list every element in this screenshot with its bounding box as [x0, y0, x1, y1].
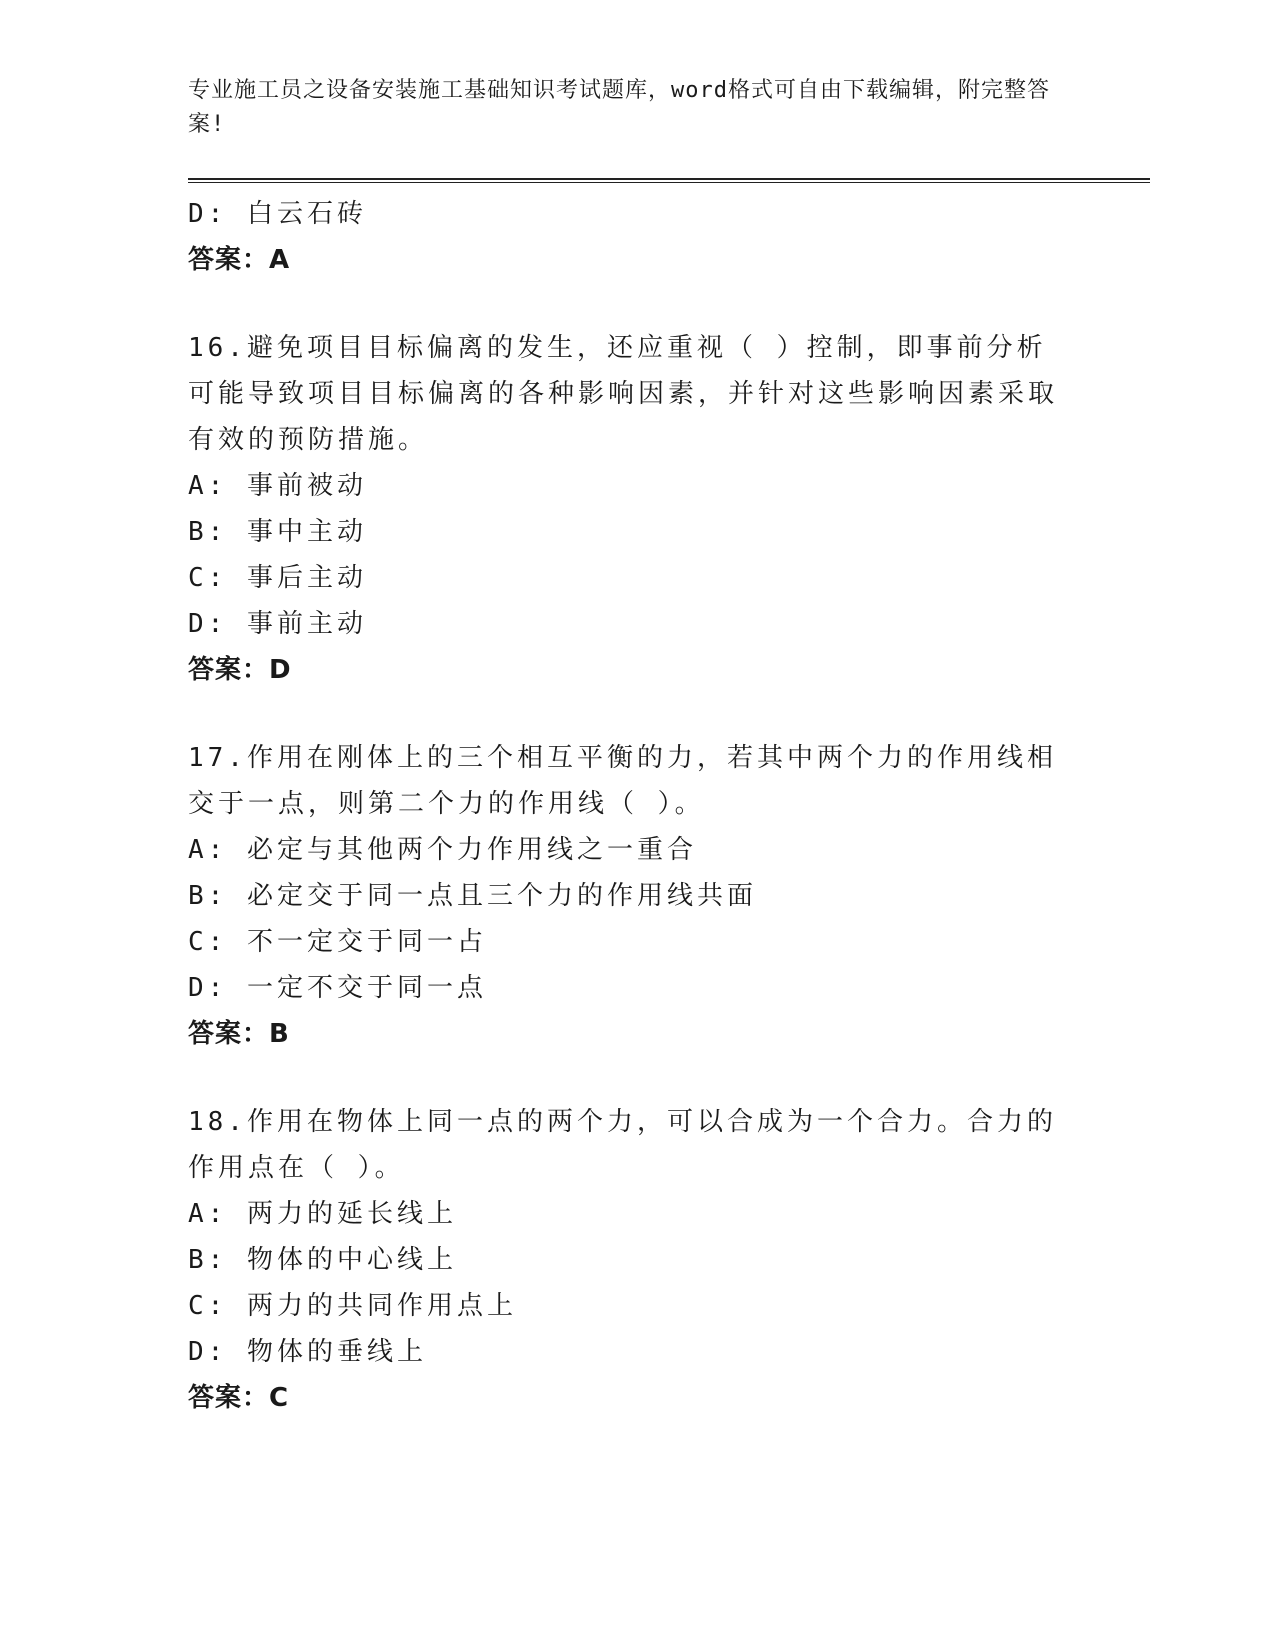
- option-b: B: 事中主动: [188, 517, 367, 547]
- question-stem: 18.作用在物体上同一点的两个力，可以合成为一个合力。合力的作用点在（ ）。: [188, 1107, 1057, 1183]
- option-c: C: 事后主动: [188, 563, 367, 593]
- question-stem: 17.作用在刚体上的三个相互平衡的力，若其中两个力的作用线相交于一点，则第二个力的作用线（ ）。: [188, 743, 1057, 819]
- page-header: 专业施工员之设备安装施工基础知识考试题库，word格式可自由下载编辑，附完整答案!: [188, 78, 1050, 137]
- question-16: [188, 325, 1088, 693]
- option-d: D: 一定不交于同一点: [188, 973, 487, 1003]
- answer: 答案：D: [188, 655, 292, 685]
- option-b: B: 物体的中心线上: [188, 1245, 457, 1275]
- answer: 答案：C: [188, 1383, 290, 1413]
- document-body: [188, 191, 1088, 1421]
- option-a: A: 两力的延长线上: [188, 1199, 457, 1229]
- option-a: A: 必定与其他两个力作用线之一重合: [188, 835, 697, 865]
- header-divider: [188, 178, 1150, 183]
- question-stem: 16.避免项目目标偏离的发生，还应重视（ ）控制，即事前分析可能导致项目目标偏离的各种影响因素，并针对这些影响因素采取有效的预防措施。: [188, 333, 1059, 455]
- option-b: B: 必定交于同一点且三个力的作用线共面: [188, 881, 757, 911]
- option-c: C: 两力的共同作用点上: [188, 1291, 517, 1321]
- answer: 答案：A: [188, 245, 291, 275]
- option-d: D: 物体的垂线上: [188, 1337, 427, 1367]
- option-a: A: 事前被动: [188, 471, 367, 501]
- question-18: [188, 1099, 1088, 1421]
- option-c: C: 不一定交于同一占: [188, 927, 487, 957]
- option-d: D: 白云石砖: [188, 199, 367, 229]
- option-d: D: 事前主动: [188, 609, 367, 639]
- question-17: [188, 735, 1088, 1057]
- answer: 答案：B: [188, 1019, 290, 1049]
